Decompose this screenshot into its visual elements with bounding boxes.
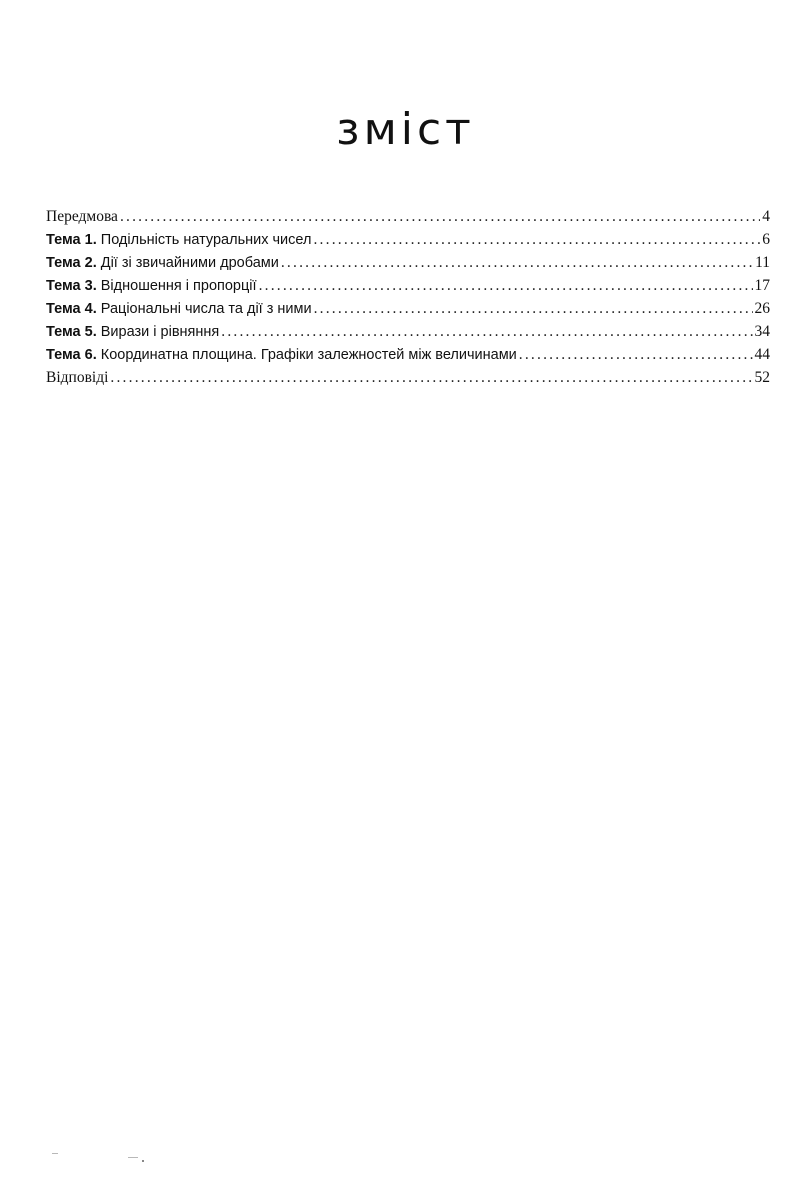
toc-entry-label: Тема 1. Подільність натуральних чисел bbox=[46, 232, 312, 248]
scan-speck bbox=[128, 1157, 138, 1158]
toc-entry bbox=[46, 297, 770, 320]
toc-leader-dots bbox=[259, 274, 753, 297]
toc-entry-prefix: Тема 6. bbox=[46, 347, 97, 363]
toc-entry-prefix: Тема 2. bbox=[46, 255, 97, 271]
toc-entry-page: 52 bbox=[754, 369, 770, 386]
toc-leader-dots bbox=[221, 320, 752, 343]
toc-entry-label: Тема 5. Вирази і рівняння bbox=[46, 324, 220, 340]
page-title: зміст bbox=[336, 104, 475, 155]
toc-leader-dots bbox=[281, 251, 753, 274]
toc-entry-label: Передмова bbox=[46, 208, 118, 225]
toc-leader-dots bbox=[519, 343, 753, 366]
toc-entry-page: 6 bbox=[762, 231, 770, 248]
toc-entry-prefix: Тема 4. bbox=[46, 301, 97, 317]
toc-entry-page: 26 bbox=[754, 300, 770, 317]
toc-leader-dots bbox=[110, 366, 752, 389]
toc-entry bbox=[46, 228, 770, 251]
toc-entry-label: Тема 2. Дії зі звичайними дробами bbox=[46, 255, 279, 271]
toc-entry-label: Відповіді bbox=[46, 369, 109, 386]
toc-entry-page: 11 bbox=[755, 254, 770, 271]
toc-entry bbox=[46, 320, 770, 343]
toc-entry-page: 17 bbox=[754, 277, 770, 294]
toc-entry-label: Тема 6. Координатна площина. Графіки залежностей між величинами bbox=[46, 347, 517, 363]
toc-entry-page: 4 bbox=[762, 208, 770, 225]
toc-entry-label: Тема 3. Відношення і пропорції bbox=[46, 278, 257, 294]
toc-entry-page: 34 bbox=[754, 323, 770, 340]
toc-entry bbox=[46, 274, 770, 297]
scan-speck bbox=[52, 1153, 58, 1154]
toc-leader-dots bbox=[120, 205, 760, 228]
toc-entry bbox=[46, 251, 770, 274]
toc-entry bbox=[46, 366, 770, 389]
toc-entry bbox=[46, 205, 770, 228]
toc-entry-prefix: Тема 1. bbox=[46, 232, 97, 248]
toc-entry-page: 44 bbox=[754, 346, 770, 363]
table-of-contents bbox=[46, 205, 770, 389]
toc-leader-dots bbox=[314, 297, 753, 320]
toc-entry-label: Тема 4. Раціональні числа та дії з ними bbox=[46, 301, 312, 317]
toc-entry-prefix: Тема 3. bbox=[46, 278, 97, 294]
toc-entry bbox=[46, 343, 770, 366]
toc-leader-dots bbox=[313, 228, 760, 251]
scan-speck bbox=[142, 1160, 144, 1162]
toc-entry-prefix: Тема 5. bbox=[46, 324, 97, 340]
